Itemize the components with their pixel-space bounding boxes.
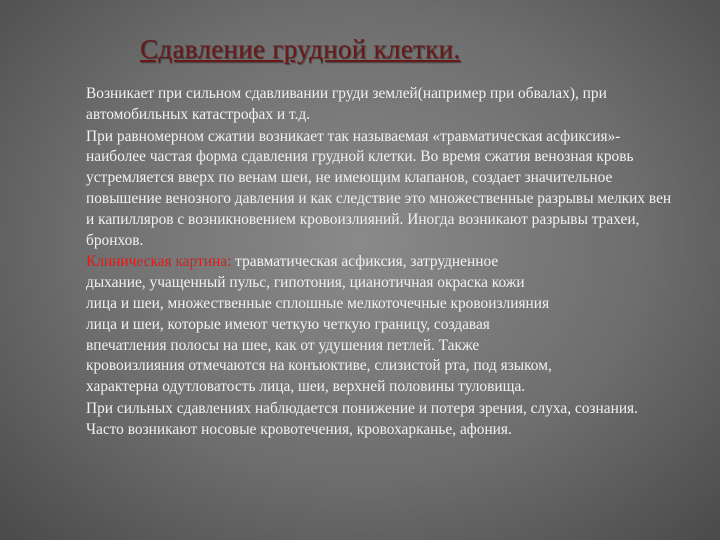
- clinical-picture-line: лица и шеи, множественные сплошные мелкоточечные кровоизлияния: [86, 294, 550, 312]
- clinical-picture-line: травматическая асфиксия, затрудненное: [231, 253, 499, 271]
- clinical-picture-line: характерна одутловатость лица, шеи, верхней половины туловища.: [86, 378, 526, 396]
- clinical-picture-line: впечатления полосы на шее, как от удушения петлей. Также: [86, 336, 480, 354]
- slide-body: [86, 84, 676, 442]
- slide-title: Сдавление грудной клетки.: [140, 34, 461, 64]
- clinical-picture-line: кровоизлияния отмечаются на конъюктиве, слизистой рта, под языком,: [86, 357, 552, 375]
- paragraph-severe-compression: При сильных сдавлениях наблюдается понижение и потеря зрения, слуха, сознания. Часто возникают носовые кровотечения, кровохарканье, афония.: [86, 399, 638, 438]
- clinical-picture-label: Клиническая картина:: [86, 253, 232, 271]
- clinical-picture-line: лица и шеи, которые имеют четкую четкую границу, создавая: [86, 315, 490, 333]
- paragraph-causes: Возникает при сильном сдавливании груди землей(например при обвалах), при автомобильных катастрофах и т.д.: [86, 85, 607, 123]
- clinical-picture-line: дыхание, учащенный пульс, гипотония, цианотичная окраска кожи: [86, 274, 525, 292]
- paragraph-clinical-picture: [86, 252, 676, 398]
- paragraph-traumatic-asphyxia: При равномерном сжатии возникает так называемая «травматическая асфиксия»- наиболее частая форма сдавления грудной клетки. Во время сжатия венозная кровь устремляется вверх по венам шеи, не имеющим клапанов, создает значительное повышение венозного давления и как следствие это множественные разрывы мелких вен и капилляров с возникновением кровоизлияний. Иногда возникают разрывы трахеи, бронхов.: [86, 127, 672, 249]
